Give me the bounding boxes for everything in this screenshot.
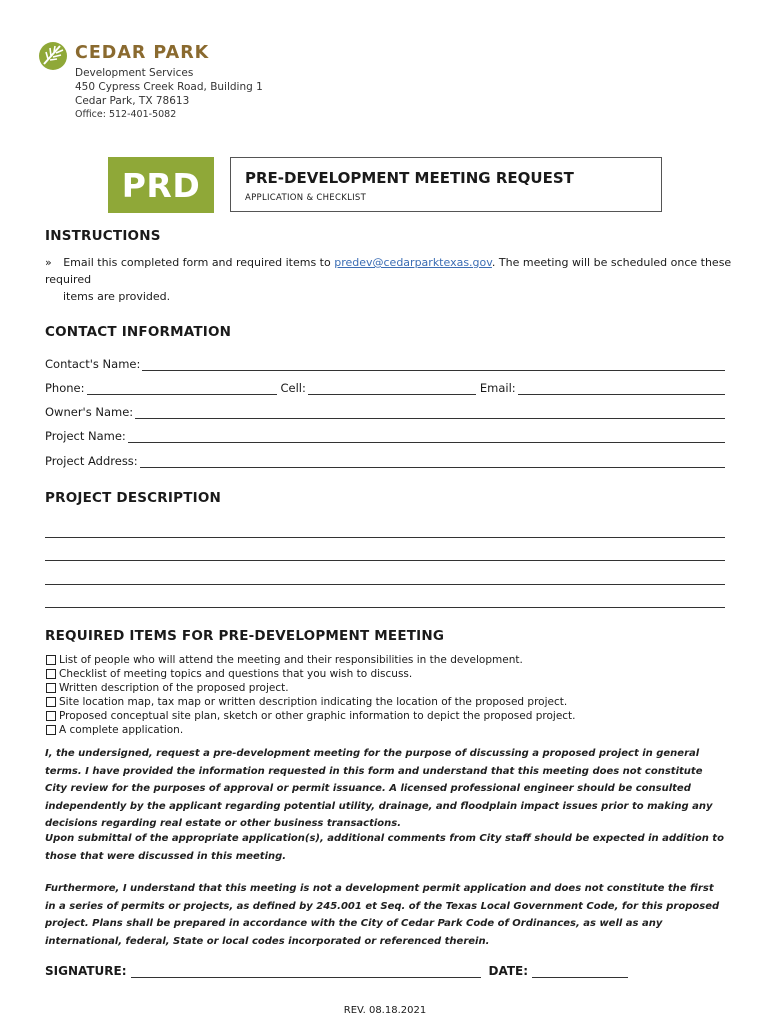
date-field[interactable]	[532, 965, 628, 978]
checkbox[interactable]	[46, 711, 56, 721]
bullet: »	[45, 256, 52, 269]
checklist-item-label: A complete application.	[59, 724, 184, 736]
address-line-2: Cedar Park, TX 78613	[75, 95, 190, 107]
checklist-item-label: List of people who will attend the meeting and their responsibilities in the development.	[59, 654, 523, 666]
office-phone: Office: 512-401-5082	[75, 109, 177, 120]
project-description-line[interactable]	[45, 607, 725, 608]
owner-name-field[interactable]	[135, 407, 725, 419]
signature-field[interactable]	[131, 965, 481, 978]
project-description-line[interactable]	[45, 584, 725, 585]
form-subtitle: APPLICATION & CHECKLIST	[245, 193, 367, 203]
contact-information-heading: CONTACT INFORMATION	[45, 324, 232, 340]
contact-name-field[interactable]	[142, 359, 725, 371]
instructions-heading: INSTRUCTIONS	[45, 228, 161, 244]
project-name-field[interactable]	[128, 431, 725, 443]
email-field[interactable]	[518, 383, 725, 395]
required-items-heading: REQUIRED ITEMS FOR PRE-DEVELOPMENT MEETING	[45, 628, 445, 644]
project-address-label: Project Address:	[45, 454, 138, 468]
checklist-item	[46, 653, 523, 667]
department-name: Development Services	[75, 67, 194, 79]
checkbox[interactable]	[46, 683, 56, 693]
checklist-item-label: Site location map, tax map or written description indicating the location of the proposed project.	[59, 696, 568, 708]
address-line-1: 450 Cypress Creek Road, Building 1	[75, 81, 263, 93]
cell-label: Cell:	[280, 381, 306, 395]
project-address-row	[45, 454, 725, 468]
submittal-paragraph: Upon submittal of the appropriate application(s), additional comments from City staff should be expected in addition to those that were discussed in this meeting.	[45, 833, 724, 862]
prd-badge: PRD	[108, 157, 214, 213]
cell-field[interactable]	[308, 383, 476, 395]
permit-disclaimer-paragraph: Furthermore, I understand that this meeting is not a development permit application and does not constitute the first in a series of permits or projects, as defined by 245.001 et Seq. of the Texas Local Government Code, for this proposed project. Plans shall be prepared in accordance with the City of Cedar Park Code of Ordinances, as well as any international, federal, State or local codes incorporated or referenced therein.	[45, 883, 720, 947]
checkbox[interactable]	[46, 725, 56, 735]
owner-name-label: Owner's Name:	[45, 405, 134, 419]
office-address	[75, 66, 263, 122]
project-name-row	[45, 429, 725, 443]
project-address-field[interactable]	[140, 456, 725, 468]
predev-email-link[interactable]: predev@cedarparktexas.gov	[334, 256, 492, 269]
checklist-item	[46, 723, 183, 737]
instructions-text-line2: items are provided.	[63, 290, 171, 303]
instructions-text-start: Email this completed form and required items to	[63, 256, 335, 269]
phone-row	[45, 381, 725, 395]
contact-name-label: Contact's Name:	[45, 357, 141, 371]
checklist-item	[46, 695, 567, 709]
project-description-line[interactable]	[45, 560, 725, 561]
acknowledgement-paragraph: I, the undersigned, request a pre-development meeting for the purpose of discussing a proposed project in general terms. I have provided the information requested in this form and understand that this meeting does not constitute City review for the purposes of approval or permit issuance. A licensed professional engineer should be consulted independently by the applicant regarding potential utility, drainage, and floodplain impact issues prior to making any decisions regarding real estate or other business transactions.	[45, 748, 713, 829]
form-title-box	[230, 157, 662, 212]
instructions-text	[45, 254, 735, 305]
project-description-heading: PROJECT DESCRIPTION	[45, 490, 222, 506]
project-description-line[interactable]	[45, 537, 725, 538]
checklist-item	[46, 681, 289, 695]
project-name-label: Project Name:	[45, 429, 126, 443]
phone-label: Phone:	[45, 381, 85, 395]
owner-name-row	[45, 405, 725, 419]
form-title: PRE-DEVELOPMENT MEETING REQUEST	[245, 169, 574, 187]
checklist-item-label: Written description of the proposed project.	[59, 682, 289, 694]
signature-row	[45, 964, 628, 978]
signature-label: SIGNATURE:	[45, 964, 127, 978]
instructions-text-end: . The meeting will be scheduled once these required	[45, 256, 732, 286]
checklist-item	[46, 709, 576, 723]
checkbox[interactable]	[46, 697, 56, 707]
checklist-item	[46, 667, 412, 681]
cedar-leaf-icon	[38, 38, 70, 72]
checkbox[interactable]	[46, 669, 56, 679]
checklist-item-label: Proposed conceptual site plan, sketch or other graphic information to depict the proposed project.	[59, 710, 576, 722]
email-label: Email:	[479, 381, 516, 395]
logo-text: CEDAR PARK	[75, 43, 210, 63]
date-label: DATE:	[488, 964, 529, 978]
phone-field[interactable]	[87, 383, 277, 395]
contact-name-row	[45, 357, 725, 371]
revision-label: REV. 08.18.2021	[343, 1005, 427, 1016]
checklist-item-label: Checklist of meeting topics and questions that you wish to discuss.	[59, 668, 413, 680]
checkbox[interactable]	[46, 655, 56, 665]
